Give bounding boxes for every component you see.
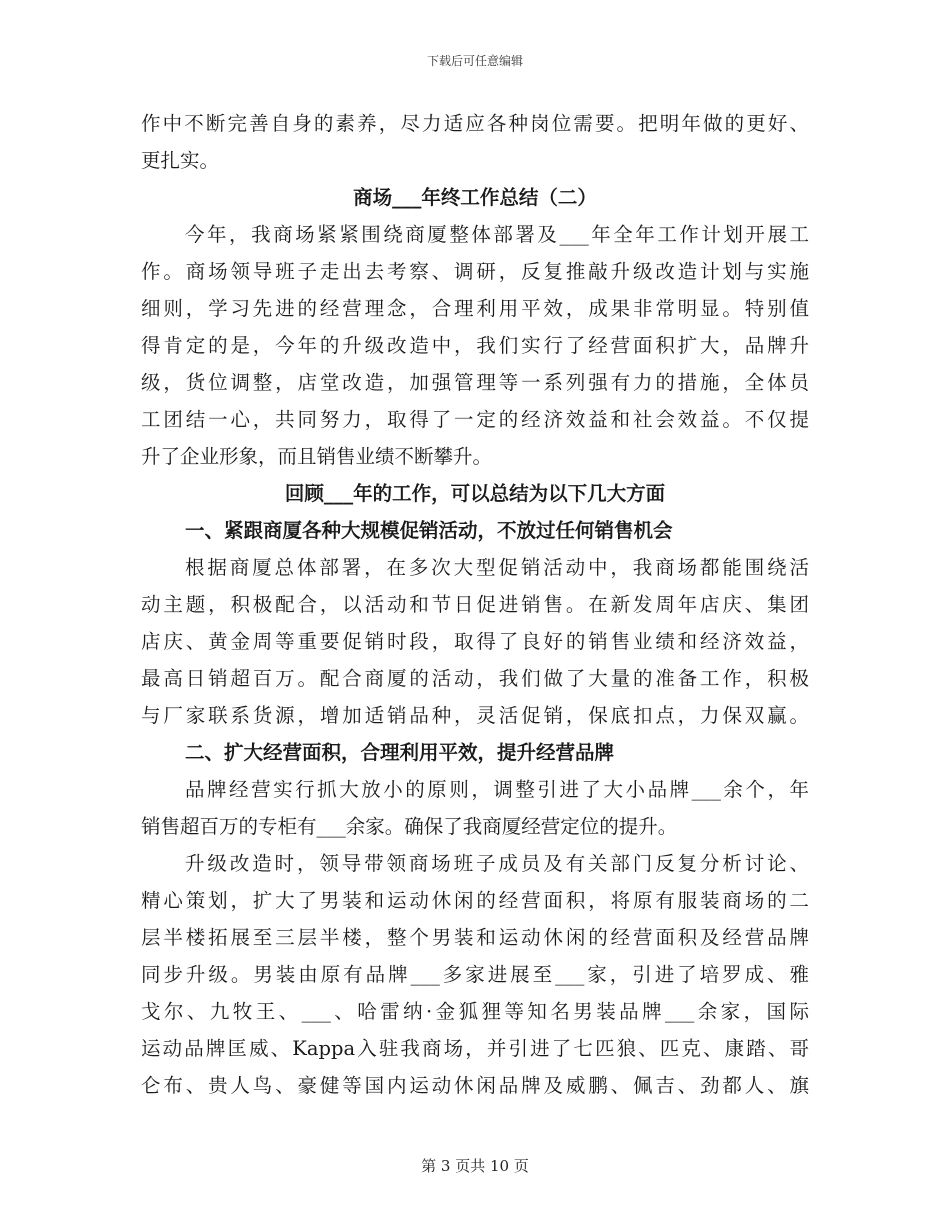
paragraph-line: 与厂家联系货源，增加适销品种，灵活促销，保底扣点，力保双赢。 — [141, 704, 809, 727]
paragraph-line: 细则，学习先进的经营理念，合理利用平效，成果非常明显。特别值 — [141, 297, 809, 320]
paragraph-line: 作。商场领导班子走出去考察、调研，反复推敲升级改造计划与实施 — [141, 260, 809, 283]
paragraph-line: 升了企业形象，而且销售业绩不断攀升。 — [141, 445, 493, 468]
paragraph-line: 品牌经营实行抓大放小的原则，调整引进了大小品牌___余个，年 — [185, 778, 809, 801]
paragraph-line: 动主题，积极配合，以活动和节日促进销售。在新发周年店庆、集团 — [141, 593, 809, 616]
paragraph-line: 作中不断完善自身的素养，尽力适应各种岗位需要。把明年做的更好、 — [141, 112, 809, 135]
paragraph-line: 升级改造时，领导带领商场班子成员及有关部门反复分析讨论、 — [185, 852, 809, 875]
paragraph-line: 工团结一心，共同努力，取得了一定的经济效益和社会效益。不仅提 — [141, 408, 809, 431]
paragraph-line: 运动品牌匡威、Kappa入驻我商场，并引进了七匹狼、匹克、康踏、哥 — [141, 1037, 809, 1060]
paragraph-line: 同步升级。男装由原有品牌___多家进展至___家，引进了培罗成、雅 — [141, 963, 809, 986]
paragraph-line: 级，货位调整，店堂改造，加强管理等一系列强有力的措施，全体员 — [141, 371, 809, 394]
paragraph-line: 最高日销超百万。配合商厦的活动，我们做了大量的准备工作，积极 — [141, 667, 809, 690]
paragraph-line: 根据商厦总体部署，在多次大型促销活动中，我商场都能围绕活 — [185, 556, 809, 579]
section-heading: 二、扩大经营面积，合理利用平效，提升经营品牌 — [185, 741, 615, 764]
paragraph-line: 戈尔、九牧王、___、哈雷纳·金狐狸等知名男装品牌___余家，国际 — [141, 1000, 809, 1023]
paragraph-line: 销售超百万的专柜有___余家。确保了我商厦经营定位的提升。 — [141, 815, 678, 838]
page-footer: 第 3 页共 10 页 — [421, 1157, 529, 1175]
page-header: 下载后可任意编辑 — [426, 54, 523, 68]
paragraph-line: 今年，我商场紧紧围绕商厦整体部署及___年全年工作计划开展工 — [185, 223, 809, 246]
paragraph-line: 仑布、贵人鸟、豪健等国内运动休闲品牌及威鹏、佩吉、劲都人、旗 — [141, 1074, 809, 1097]
document-body — [141, 105, 809, 1104]
paragraph-line: 得肯定的是，今年的升级改造中，我们实行了经营面积扩大，品牌升 — [141, 334, 809, 357]
paragraph-line: 精心策划，扩大了男装和运动休闲的经营面积，将原有服装商场的二 — [141, 889, 809, 912]
section-heading: 商场___年终工作总结（二） — [353, 186, 597, 209]
section-heading: 回顾___年的工作，可以总结为以下几大方面 — [284, 482, 666, 505]
paragraph-line: 层半楼拓展至三层半楼，整个男装和运动休闲的经营面积及经营品牌 — [141, 926, 809, 949]
paragraph-line: 店庆、黄金周等重要促销时段，取得了良好的销售业绩和经济效益， — [141, 630, 809, 653]
paragraph-line: 更扎实。 — [141, 149, 220, 172]
section-heading: 一、紧跟商厦各种大规模促销活动，不放过任何销售机会 — [185, 519, 673, 542]
